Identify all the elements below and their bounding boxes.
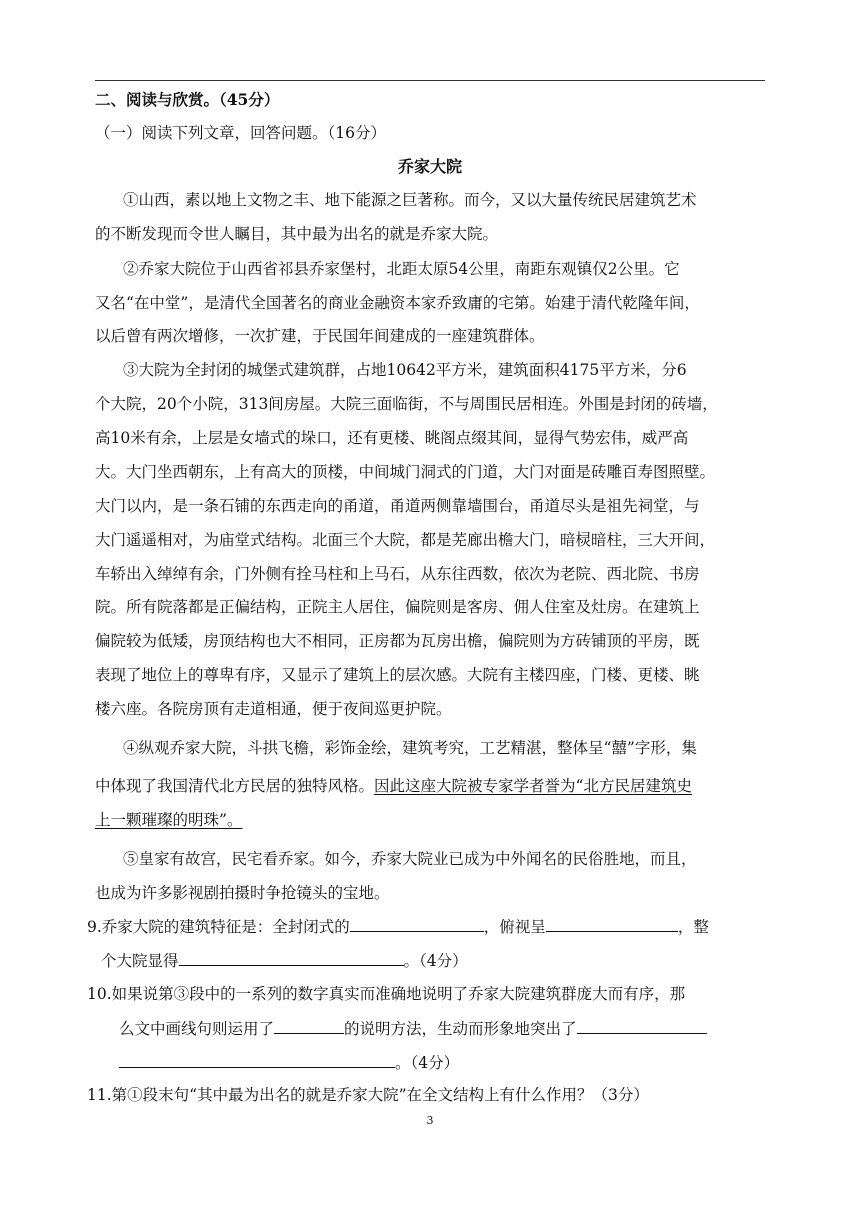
question-10-cont: [119, 1018, 799, 1039]
paragraph-line: 个大院，20个小院，313间房屋。大院三面临街，不与周围民居相连。外围是封闭的砖墙，: [95, 395, 718, 413]
answer-blank[interactable]: [179, 950, 404, 966]
q9-text: 个大院显得: [101, 952, 179, 970]
paragraph-line: ⑤皇家有故宫，民宅看乔家。如今，乔家大院业已成为中外闻名的民俗胜地，而且，: [123, 850, 697, 868]
question-11: 11.第①段末句“其中最为出名的就是乔家大院”在全文结构上有什么作用？（3分）: [87, 1086, 649, 1104]
paragraph-line: 大门遥遥相对，为庙堂式结构。北面三个大院，都是芜廊出檐大门，暗棂暗柱，三大开间，: [95, 531, 716, 549]
top-rule: [95, 80, 765, 81]
paragraph-line: 楼六座。各院房顶有走道相通，便于夜间巡更护院。: [95, 700, 452, 718]
q10-text: 么文中画线句则运用了: [119, 1020, 275, 1038]
q9-text: 9.乔家大院的建筑特征是：全封闭式的: [87, 918, 350, 936]
q9-text: ，俯视呈: [483, 918, 546, 936]
answer-blank[interactable]: [577, 1018, 707, 1034]
paragraph-line: 也成为许多影视剧拍摄时争抢镜头的宝地。: [95, 884, 390, 902]
paragraph-line: 偏院较为低矮，房顶结构也大不相同，正房都为瓦房出檐，偏院则为方砖铺顶的平房，既: [95, 632, 700, 650]
underlined-sentence-end: 上一颗璀璨的明珠”。: [95, 811, 243, 829]
underlined-sentence: 因此这座大院被专家学者誉为“北方民居建筑史: [374, 777, 692, 795]
q9-text: 。（4分）: [403, 952, 468, 970]
paragraph-line: ②乔家大院位于山西省祁县乔家堡村，北距太原54公里，南距东观镇仅2公里。它: [123, 260, 680, 278]
question-9: [87, 916, 767, 937]
paragraph-line: 又名“在中堂”，是清代全国著名的商业金融资本家乔致庸的宅第。始建于清代乾隆年间，: [95, 294, 700, 312]
section-title: 二、阅读与欣赏。（45分）: [95, 90, 280, 109]
question-10-cont: [119, 1052, 799, 1073]
article-title: 乔家大院: [397, 157, 462, 176]
paragraph-line: 院。所有院落都是正偏结构，正院主人居住，偏院则是客房、佣人住室及灶房。在建筑上: [95, 598, 700, 616]
paragraph-text: 中体现了我国清代北方民居的独特风格。: [95, 777, 375, 795]
answer-blank[interactable]: [546, 916, 678, 932]
answer-blank[interactable]: [274, 1018, 344, 1034]
paragraph-line: 表现了地位上的尊卑有序，又显示了建筑上的层次感。大院有主楼四座，门楼、更楼、眺: [95, 666, 700, 684]
paragraph-line: ④纵观乔家大院，斗拱飞檐，彩饰金绘，建筑考究，工艺精湛，整体呈“囍”字形，集: [123, 739, 697, 757]
paragraph-line: 大。大门坐西朝东，上有高大的顶楼，中间城门洞式的门道，大门对面是砖雕百寿图照壁。: [95, 463, 716, 481]
answer-blank[interactable]: [119, 1052, 395, 1068]
paragraph-line: ①山西，素以地上文物之丰、地下能源之巨著称。而今，又以大量传统民居建筑艺术: [123, 191, 697, 209]
paragraph-line: 大门以内，是一条石铺的东西走向的甬道，甬道两侧靠墙围台，甬道尽头是祖先祠堂，与: [95, 497, 700, 515]
paragraph-line: ③大院为全封闭的城堡式建筑群，占地10642平方米，建筑面积4175平方米，分6: [123, 361, 687, 379]
page-number: 3: [426, 1114, 434, 1127]
paragraph-line: 高10米有余，上层是女墙式的垛口，还有更楼、眺阁点缀其间，显得气势宏伟，威严高: [95, 429, 689, 447]
paragraph-line: 以后曾有两次增修，一次扩建，于民国年间建成的一座建筑群体。: [95, 327, 545, 345]
q9-text: ，整: [677, 918, 709, 936]
question-10: 10.如果说第③段中的一系列的数字真实而准确地说明了乔家大院建筑群庞大而有序，那: [87, 985, 686, 1003]
answer-blank[interactable]: [350, 916, 484, 932]
paragraph-line: 的不断发现而令世人瞩目，其中最为出名的就是乔家大院。: [95, 225, 499, 243]
paragraph-line: [95, 776, 775, 796]
part-intro: （一）阅读下列文章，回答问题。（16分）: [95, 124, 386, 142]
q10-text: 的说明方法，生动而形象地突出了: [344, 1020, 577, 1038]
question-9-cont: [101, 950, 781, 971]
paragraph-line: 车轿出入绰绰有余，门外侧有拴马柱和上马石，从东往西数，依次为老院、西北院、书房: [95, 565, 700, 583]
q10-text: 。（4分）: [395, 1054, 460, 1072]
